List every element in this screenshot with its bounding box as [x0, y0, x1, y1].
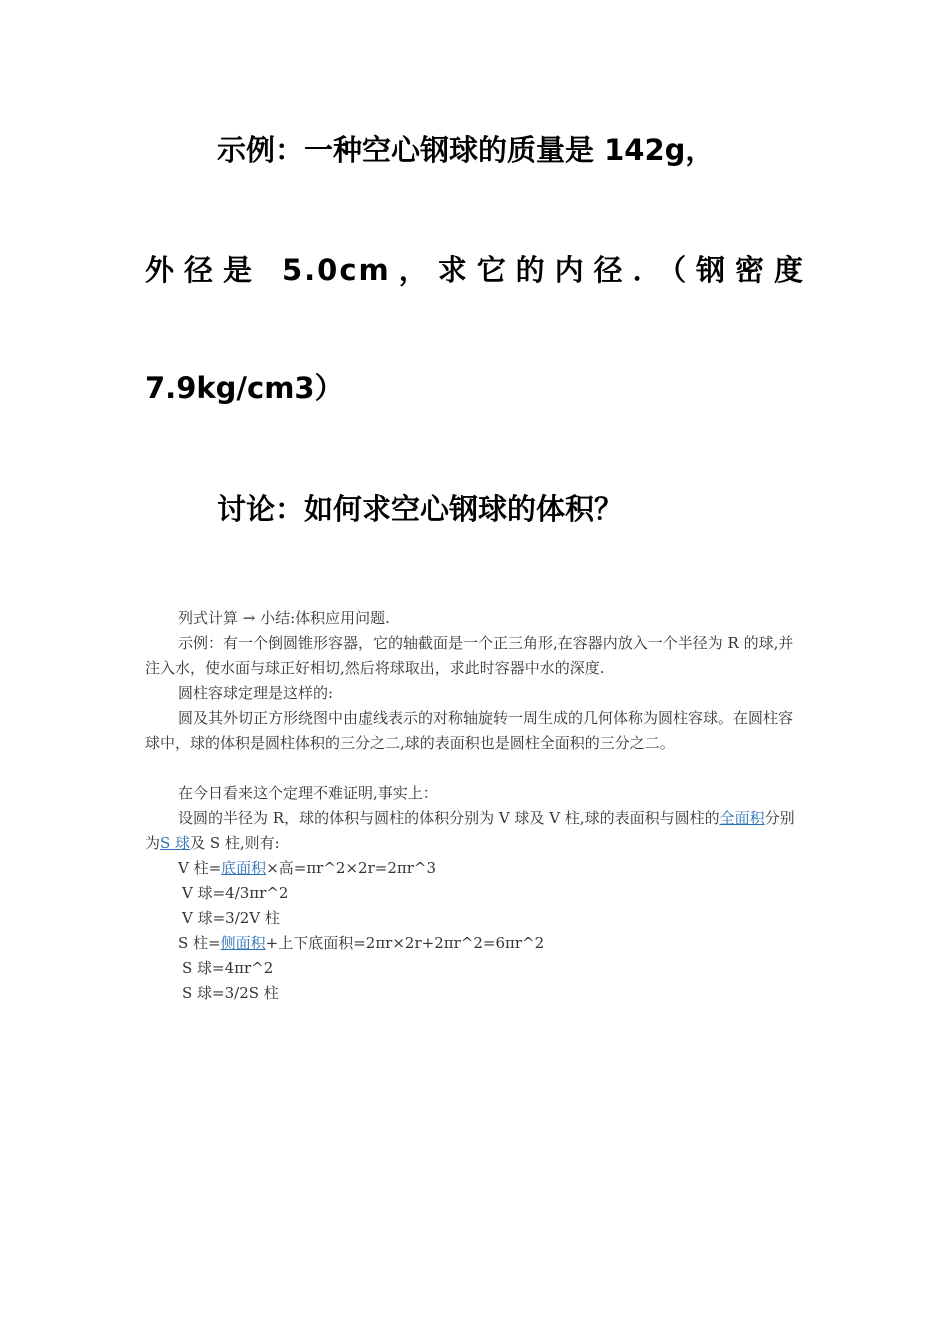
- link-base-area[interactable]: 底面积: [221, 859, 267, 877]
- link-s-ball[interactable]: S 球: [160, 834, 191, 852]
- heading-line-1: 示例：一种空心钢球的质量是 142g，: [217, 133, 715, 167]
- formula-volume-ratio: V 球=3/2V 柱: [182, 909, 280, 927]
- discussion-heading: 讨论：如何求空心钢球的体积？: [217, 492, 624, 526]
- formula-text: +上下底面积=2πr×2r+2πr^2=6πr^2: [265, 934, 545, 952]
- formula-text: S 柱=: [178, 934, 221, 952]
- blank-line: [145, 756, 805, 781]
- formula-ball-area: S 球=4πr^2: [182, 959, 274, 977]
- formula-text: V 柱=: [178, 859, 222, 877]
- paragraph-theorem-intro: 圆柱容球定理是这样的:: [178, 684, 334, 702]
- link-total-area[interactable]: 全面积: [719, 809, 765, 827]
- paragraph-example: 示例：有一个倒圆锥形容器，它的轴截面是一个正三角形,在容器内放入一个半径为 R 的球,并注入水，使水面与球正好相切,然后将球取出，求此时容器中水的深度.: [145, 634, 794, 677]
- body-text: [145, 606, 805, 1006]
- paragraph-summary: 列式计算 → 小结:体积应用问题.: [178, 609, 390, 627]
- paragraph-proof-intro: 在今日看来这个定理不难证明,事实上：: [178, 784, 438, 802]
- formula-ball-volume: V 球=4/3πr^2: [182, 884, 289, 902]
- paragraph-theorem: 圆及其外切正方形绕图中由虚线表示的对称轴旋转一周生成的几何体称为圆柱容球。在圆柱容球中，球的体积是圆柱体积的三分之二,球的表面积也是圆柱全面积的三分之二。: [145, 709, 794, 752]
- formula-area-ratio: S 球=3/2S 柱: [182, 984, 279, 1002]
- formula-text: ×高=πr^2×2r=2πr^3: [266, 859, 436, 877]
- link-lateral-area[interactable]: 侧面积: [220, 934, 266, 952]
- heading-line-3: 7.9kg/cm3）: [145, 371, 344, 405]
- proof-setup-text: 设圆的半径为 R，球的体积与圆柱的体积分别为 V 球及 V 柱,球的表面积与圆柱的: [178, 809, 720, 827]
- proof-setup-text-2: 分别为: [145, 809, 795, 852]
- proof-setup-text-3: 及 S 柱,则有:: [190, 834, 280, 852]
- heading-line-2: 外径是 5.0cm，求它的内径．（钢密度: [145, 253, 805, 287]
- formula-cylinder-volume: [145, 856, 805, 881]
- formula-cylinder-area: [145, 931, 805, 956]
- paragraph-proof-setup: [145, 806, 805, 856]
